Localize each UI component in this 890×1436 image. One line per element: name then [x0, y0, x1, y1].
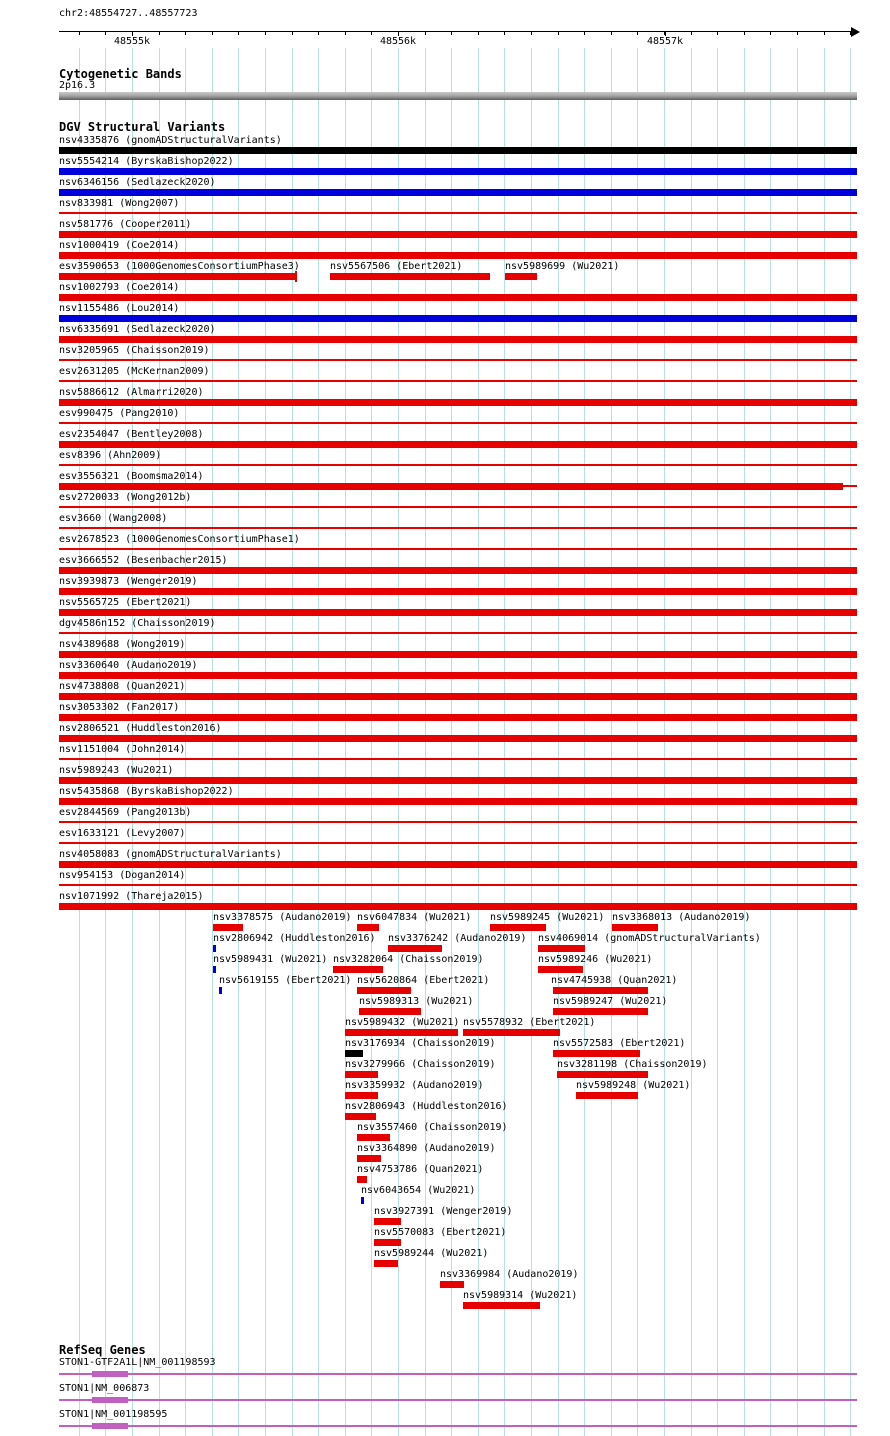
variant-bar[interactable] [59, 231, 857, 238]
variant-bar[interactable] [59, 884, 857, 886]
ruler-minor-tick [212, 32, 213, 35]
variant-label[interactable]: nsv1151004 (John2014) [59, 744, 186, 755]
variant-bar[interactable] [357, 1155, 381, 1162]
cytoband-name: 2p16.3 [59, 80, 96, 91]
ruler-minor-tick [717, 32, 718, 35]
variant-bar[interactable] [357, 1134, 390, 1141]
ruler-minor-tick [318, 32, 319, 35]
variant-bar[interactable] [59, 189, 857, 196]
variant-bar[interactable] [612, 924, 658, 931]
variant-bar[interactable] [59, 315, 857, 322]
gene-exon[interactable] [92, 1371, 128, 1377]
variant-label[interactable]: nsv5989313 (Wu2021) [359, 996, 474, 1007]
variant-label[interactable]: esv2631205 (McKernan2009) [59, 366, 210, 377]
variant-bar[interactable] [463, 1029, 560, 1036]
variant-bar[interactable] [59, 422, 857, 424]
variant-label[interactable]: nsv5570083 (Ebert2021) [374, 1227, 507, 1238]
ruler-minor-tick [770, 32, 771, 35]
variant-label[interactable]: nsv5620864 (Ebert2021) [357, 975, 490, 986]
variant-label[interactable]: nsv5619155 (Ebert2021) [219, 975, 352, 986]
gene-line[interactable] [59, 1399, 857, 1401]
variant-bar[interactable] [538, 945, 585, 952]
variant-label[interactable]: nsv3359932 (Audano2019) [345, 1080, 484, 1091]
variant-bar[interactable] [219, 987, 222, 994]
variant-bar[interactable] [59, 380, 857, 382]
variant-label[interactable]: nsv5989244 (Wu2021) [374, 1248, 489, 1259]
variant-bar[interactable] [553, 1050, 640, 1057]
variant-label[interactable]: nsv6335691 (Sedlazeck2020) [59, 324, 216, 335]
variant-bar[interactable] [538, 966, 583, 973]
variant-bar[interactable] [576, 1092, 638, 1099]
variant-label[interactable]: nsv2806943 (Huddleston2016) [345, 1101, 508, 1112]
ruler-arrow-icon [851, 27, 860, 37]
variant-bar[interactable] [59, 252, 857, 259]
variant-bar[interactable] [59, 651, 857, 658]
ruler-minor-tick [504, 32, 505, 35]
variant-label[interactable]: nsv5567506 (Ebert2021) [330, 261, 463, 272]
variant-label[interactable]: esv2354047 (Bentley2008) [59, 429, 204, 440]
variant-bar[interactable] [59, 842, 857, 844]
ruler-tick-label: 48557k [646, 36, 684, 47]
variant-bar[interactable] [59, 147, 857, 154]
variant-label[interactable]: nsv3557460 (Chaisson2019) [357, 1122, 508, 1133]
variant-label[interactable]: nsv3282064 (Chaisson2019) [333, 954, 484, 965]
variant-label[interactable]: esv3666552 (Besenbacher2015) [59, 555, 228, 566]
variant-label[interactable]: nsv5435868 (ByrskaBishop2022) [59, 786, 234, 797]
variant-label[interactable]: nsv3368013 (Audano2019) [612, 912, 751, 923]
variant-bar[interactable] [59, 821, 857, 823]
variant-label[interactable]: esv2844569 (Pang2013b) [59, 807, 192, 818]
variant-label[interactable]: nsv2806521 (Huddleston2016) [59, 723, 222, 734]
variant-bar[interactable] [59, 336, 857, 343]
ruler-minor-tick [451, 32, 452, 35]
variant-label[interactable]: nsv954153 (Dogan2014) [59, 870, 186, 881]
gene-label[interactable]: STON1|NM_006873 [59, 1383, 150, 1394]
variant-label[interactable]: nsv3053302 (Fan2017) [59, 702, 180, 713]
variant-bar[interactable] [59, 798, 857, 805]
refseq-title: RefSeq Genes [59, 1343, 146, 1357]
variant-bar[interactable] [388, 945, 442, 952]
ruler-minor-tick [345, 32, 346, 35]
ruler-tick-label: 48555k [113, 36, 151, 47]
variant-bar[interactable] [490, 924, 546, 931]
variant-label[interactable]: nsv3364890 (Audano2019) [357, 1143, 496, 1154]
ruler-minor-tick [425, 32, 426, 35]
variant-label[interactable]: nsv6047834 (Wu2021) [357, 912, 472, 923]
variant-label[interactable]: nsv5578932 (Ebert2021) [463, 1017, 596, 1028]
ruler-minor-tick [478, 32, 479, 35]
variant-label[interactable]: esv3590653 (1000GenomesConsortiumPhase3) [59, 261, 300, 272]
variant-bar[interactable] [553, 987, 648, 994]
variant-label[interactable]: esv3660 (Wang2008) [59, 513, 168, 524]
ruler-tick-label: 48556k [379, 36, 417, 47]
variant-label[interactable]: nsv5989431 (Wu2021) [213, 954, 328, 965]
variant-bar[interactable] [333, 966, 383, 973]
ruler-minor-tick [105, 32, 106, 35]
variant-label[interactable]: nsv5989246 (Wu2021) [538, 954, 653, 965]
variant-bar[interactable] [59, 632, 857, 634]
variant-bar[interactable] [59, 672, 857, 679]
variant-bar[interactable] [59, 506, 857, 508]
ruler-minor-tick [584, 32, 585, 35]
ruler-line [59, 31, 853, 32]
variant-label[interactable]: nsv833981 (Wong2007) [59, 198, 180, 209]
variant-bar[interactable] [553, 1008, 648, 1015]
variant-bar[interactable] [213, 966, 216, 973]
variant-bar[interactable] [357, 1176, 367, 1183]
ruler-minor-tick [558, 32, 559, 35]
variant-bar[interactable] [374, 1260, 398, 1267]
variant-bar[interactable] [59, 399, 857, 406]
variant-bar[interactable] [213, 924, 243, 931]
variant-bar[interactable] [59, 777, 857, 784]
variant-label[interactable]: nsv4753786 (Quan2021) [357, 1164, 484, 1175]
variant-label[interactable]: nsv3279966 (Chaisson2019) [345, 1059, 496, 1070]
gene-exon[interactable] [92, 1397, 128, 1403]
variant-label[interactable]: nsv4745938 (Quan2021) [551, 975, 678, 986]
variant-label[interactable]: nsv4335876 (gnomADStructuralVariants) [59, 135, 282, 146]
variant-label[interactable]: esv2720033 (Wong2012b) [59, 492, 192, 503]
variant-bar[interactable] [463, 1302, 540, 1309]
variant-label[interactable]: esv8396 (Ahn2009) [59, 450, 162, 461]
variant-bar[interactable] [59, 903, 857, 910]
gene-line[interactable] [59, 1373, 857, 1375]
variant-label[interactable]: nsv6043654 (Wu2021) [361, 1185, 476, 1196]
variant-bar[interactable] [374, 1218, 401, 1225]
variant-label[interactable]: nsv1002793 (Coe2014) [59, 282, 180, 293]
variant-bar[interactable] [59, 548, 857, 550]
variant-label[interactable]: nsv5989699 (Wu2021) [505, 261, 620, 272]
ruler-minor-tick [531, 32, 532, 35]
ruler-minor-tick [611, 32, 612, 35]
variant-bar[interactable] [59, 294, 857, 301]
variant-bar[interactable] [59, 212, 857, 214]
ruler-minor-tick [292, 32, 293, 35]
variant-bar[interactable] [59, 609, 857, 616]
cytobands-title: Cytogenetic Bands [59, 67, 182, 81]
variant-label[interactable]: esv1633121 (Levy2007) [59, 828, 186, 839]
variant-label[interactable]: nsv2806942 (Huddleston2016) [213, 933, 376, 944]
ruler-minor-tick [637, 32, 638, 35]
variant-bar[interactable] [374, 1239, 401, 1246]
variant-bar[interactable] [59, 273, 295, 280]
variant-label[interactable]: nsv3369984 (Audano2019) [440, 1269, 579, 1280]
variant-bar[interactable] [330, 273, 490, 280]
variant-bar[interactable] [59, 714, 857, 721]
variant-label[interactable]: nsv1155486 (Lou2014) [59, 303, 180, 314]
variant-label[interactable]: nsv5989248 (Wu2021) [576, 1080, 691, 1091]
variant-bar[interactable] [440, 1281, 464, 1288]
ruler-minor-tick [159, 32, 160, 35]
cytoband-bar[interactable] [59, 92, 857, 100]
variant-label[interactable]: nsv3378575 (Audano2019) [213, 912, 352, 923]
variant-label[interactable]: nsv3927391 (Wenger2019) [374, 1206, 513, 1217]
variant-bar[interactable] [357, 924, 379, 931]
variant-bar[interactable] [213, 945, 216, 952]
variant-label[interactable]: esv2678523 (1000GenomesConsortiumPhase1) [59, 534, 300, 545]
ruler-minor-tick [238, 32, 239, 35]
ruler-minor-tick [744, 32, 745, 35]
ruler-minor-tick [850, 32, 851, 35]
variant-label[interactable]: nsv4389688 (Wong2019) [59, 639, 186, 650]
ruler-minor-tick [79, 32, 80, 35]
ruler-minor-tick [265, 32, 266, 35]
ruler-minor-tick [371, 32, 372, 35]
variant-label[interactable]: nsv5565725 (Ebert2021) [59, 597, 192, 608]
variant-label[interactable]: nsv5989314 (Wu2021) [463, 1290, 578, 1301]
variant-label[interactable]: nsv6346156 (Sedlazeck2020) [59, 177, 216, 188]
variant-bar[interactable] [59, 464, 857, 466]
variant-label[interactable]: nsv4058083 (gnomADStructuralVariants) [59, 849, 282, 860]
variant-bar[interactable] [557, 1071, 648, 1078]
variant-bar[interactable] [359, 1008, 421, 1015]
variant-bar[interactable] [59, 527, 857, 529]
variant-label[interactable]: esv3556321 (Boomsma2014) [59, 471, 204, 482]
gene-line[interactable] [59, 1425, 857, 1427]
variant-label[interactable]: nsv5554214 (ByrskaBishop2022) [59, 156, 234, 167]
ruler-minor-tick [824, 32, 825, 35]
variant-bar[interactable] [59, 359, 857, 361]
variant-bar[interactable] [59, 861, 857, 868]
variant-label[interactable]: nsv1000419 (Coe2014) [59, 240, 180, 251]
variant-label[interactable]: nsv5886612 (Almarri2020) [59, 387, 204, 398]
variant-bar[interactable] [59, 567, 857, 574]
variant-bar[interactable] [345, 1113, 376, 1120]
variant-label[interactable]: nsv3360640 (Audano2019) [59, 660, 198, 671]
ruler-minor-tick [797, 32, 798, 35]
variant-bar[interactable] [59, 758, 857, 760]
gene-exon[interactable] [92, 1423, 128, 1429]
variant-label[interactable]: nsv5989245 (Wu2021) [490, 912, 605, 923]
ruler-minor-tick [185, 32, 186, 35]
variant-bar[interactable] [59, 441, 857, 448]
variant-bar[interactable] [345, 1071, 378, 1078]
variant-label[interactable]: nsv4069014 (gnomADStructuralVariants) [538, 933, 761, 944]
variant-bar[interactable] [59, 588, 857, 595]
variant-label[interactable]: nsv5572583 (Ebert2021) [553, 1038, 686, 1049]
variant-label[interactable]: nsv3205965 (Chaisson2019) [59, 345, 210, 356]
variant-label[interactable]: nsv581776 (Cooper2011) [59, 219, 192, 230]
variant-label[interactable]: nsv1071992 (Thareja2015) [59, 891, 204, 902]
ruler-minor-tick [691, 32, 692, 35]
gene-label[interactable]: STON1-GTF2A1L|NM_001198593 [59, 1357, 216, 1368]
dgv-title: DGV Structural Variants [59, 120, 226, 134]
variant-label[interactable]: nsv3281198 (Chaisson2019) [557, 1059, 708, 1070]
variant-label[interactable]: nsv4738808 (Quan2021) [59, 681, 186, 692]
variant-bar[interactable] [843, 485, 857, 487]
variant-bar[interactable] [345, 1050, 363, 1057]
variant-bar[interactable] [345, 1029, 458, 1036]
variant-label[interactable]: esv990475 (Pang2010) [59, 408, 180, 419]
variant-label[interactable]: nsv3376242 (Audano2019) [388, 933, 527, 944]
variant-bar[interactable] [505, 273, 537, 280]
variant-label[interactable]: nsv3939873 (Wenger2019) [59, 576, 198, 587]
variant-label[interactable]: dgv4586n152 (Chaisson2019) [59, 618, 216, 629]
variant-label[interactable]: nsv5989247 (Wu2021) [553, 996, 668, 1007]
variant-bar[interactable] [357, 987, 411, 994]
variant-bar[interactable] [361, 1197, 364, 1204]
variant-label[interactable]: nsv5989243 (Wu2021) [59, 765, 174, 776]
variant-bar[interactable] [59, 168, 857, 175]
variant-bar[interactable] [59, 735, 857, 742]
variant-bar[interactable] [59, 693, 857, 700]
gene-label[interactable]: STON1|NM_001198595 [59, 1409, 168, 1420]
variant-bar[interactable] [345, 1092, 378, 1099]
variant-bar[interactable] [59, 483, 843, 490]
variant-label[interactable]: nsv5989432 (Wu2021) [345, 1017, 460, 1028]
region-label: chr2:48554727..48557723 [59, 8, 198, 19]
variant-label[interactable]: nsv3176934 (Chaisson2019) [345, 1038, 496, 1049]
